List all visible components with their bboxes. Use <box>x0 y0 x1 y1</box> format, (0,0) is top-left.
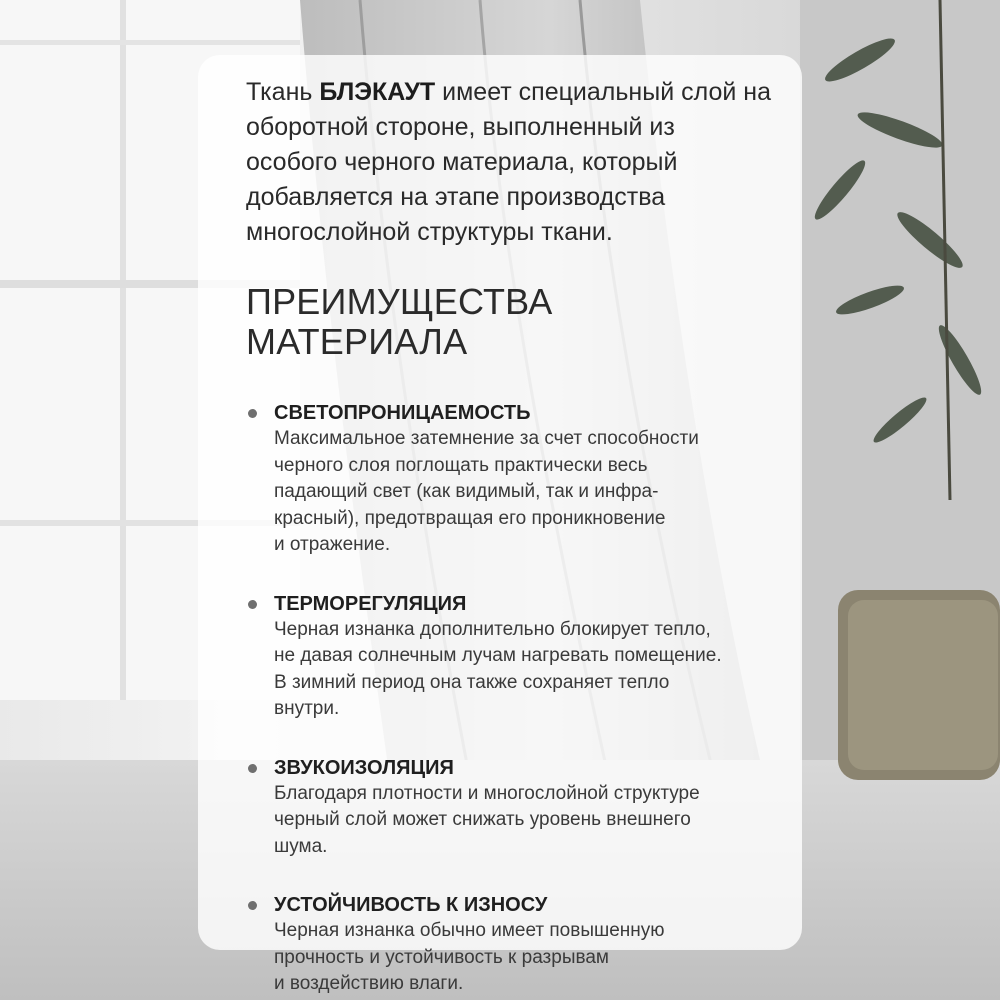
advantage-title: ЗВУКОИЗОЛЯЦИЯ <box>274 756 454 779</box>
advantage-item <box>246 755 772 861</box>
advantage-text: Черная изнанка дополнительно блокирует тепло, не давая солнечным лучам нагревать помещение. В зимний период она также сохраняет тепло внутри. <box>274 618 722 719</box>
intro-paragraph <box>246 75 772 250</box>
advantages-heading: ПРЕИМУЩЕСТВА МАТЕРИАЛА <box>246 281 553 362</box>
advantage-item <box>246 892 772 998</box>
bullet-icon <box>248 600 257 609</box>
advantage-title: УСТОЙЧИВОСТЬ К ИЗНОСУ <box>274 894 548 916</box>
info-card <box>198 55 802 994</box>
advantage-text: Черная изнанка обычно имеет повышенную прочность и устойчивость к разрывам и воздействию влаги. <box>274 920 665 994</box>
intro-text-rest: имеет специальный слой на оборотной стороне, выполненный из особого черного материала, который добавляется на этапе производства многослойной структуры ткани. <box>246 78 771 246</box>
bullet-icon <box>248 901 257 910</box>
bullet-icon <box>248 764 257 773</box>
intro-bold-term: БЛЭКАУТ <box>319 78 436 106</box>
advantage-title: СВЕТОПРОНИЦАЕМОСТЬ <box>274 402 531 424</box>
advantage-text: Благодаря плотности и многослойной структуре черный слой может снижать уровень внешнего шума. <box>274 782 700 857</box>
bullet-icon <box>248 409 257 418</box>
advantage-item <box>246 591 772 723</box>
advantages-list <box>246 400 772 998</box>
advantage-item <box>246 400 772 559</box>
intro-text-start: Ткань <box>246 78 320 106</box>
advantage-title: ТЕРМОРЕГУЛЯЦИЯ <box>274 592 467 615</box>
advantage-text: Максимальное затемнение за счет способности черного слоя поглощать практически весь падающий свет (как видимый, так и инфра- красный), предотвращая его проникновение и отражение. <box>274 428 699 555</box>
